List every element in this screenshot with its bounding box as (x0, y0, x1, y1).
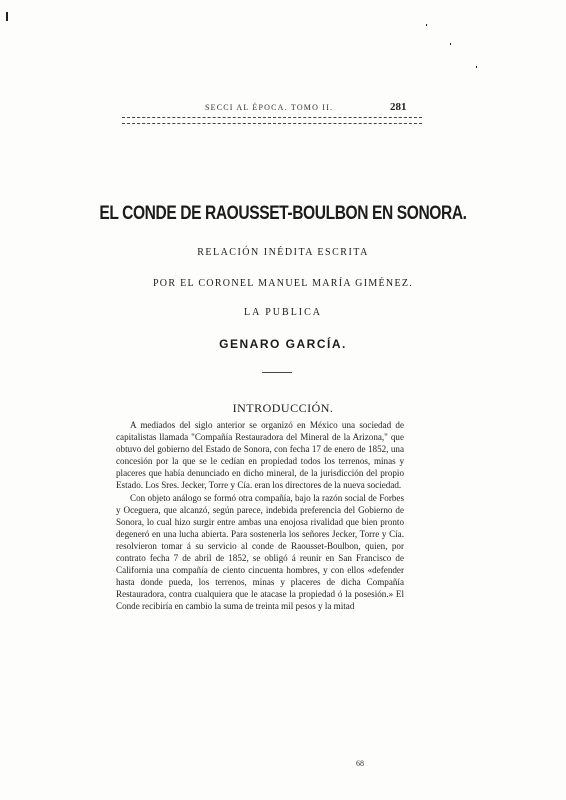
scan-mark (6, 12, 8, 21)
scan-speck (476, 66, 477, 68)
subtitle-relacion: RELACIÓN INÉDITA ESCRITA (197, 247, 369, 258)
section-heading: INTRODUCCIÓN. (232, 401, 334, 415)
scan-speck (450, 43, 451, 45)
header-rule-bottom (122, 123, 422, 124)
running-header: SECCI AL ÉPOCA. TOMO II. (205, 103, 334, 112)
paragraph: Con objeto análogo se formó otra compañía, bajo la razón social de Forbes y Oceguera, que alcanzó, según parece, indebida preferencia del Gobierno de Sonora, lo cual hizo surgir entre ambas una enojosa rivalidad que bien pronto degeneró en una lucha abierta. Para sostenerla los señores Jecker, Torre y Cía. resolvieron tomar á su servicio al conde de Raousset-Boulbon, quien, por contrato fecha 7 de abril de 1852, se obligó á reunir en San Francisco de California una compañía de ciento cincuenta hombres, y con ellos «defender hasta donde pueda, los terrenos, minas y placeres de dicha Compañía Restauradora, contra cualquiera que le atacase la propiedad ó la posesión.» El Conde recibiría en cambio la suma de treinta mil pesos y la mitad (116, 492, 404, 612)
short-divider (262, 372, 292, 373)
scan-speck (426, 24, 427, 26)
subtitle-publica: LA PUBLICA (243, 307, 323, 318)
header-rule-top (122, 117, 422, 118)
article-title: EL CONDE DE RAOUSSET-BOULBON EN SONORA. (99, 203, 467, 224)
paragraph: A mediados del siglo anterior se organizó en México una sociedad de capitalistas llamada "Compañía Restauradora del Mineral de la Arizona," que obtuvo del gobierno del Estado de Sonora, con fecha 17 de enero de 1852, una concesión por la que se le cedían en propiedad todos los terrenos, minas y placeres que había denunciado en dicho mineral, de la jurisdicción del propio Estado. Los Sres. Jecker, Torre y Cía. eran los directores de la nueva sociedad. (116, 420, 404, 491)
editor-name: GENARO GARCÍA. (219, 337, 347, 351)
subtitle-author: POR EL CORONEL MANUEL MARÍA GIMÉNEZ. (152, 278, 414, 289)
signature-mark: 68 (356, 759, 364, 768)
article-body (116, 419, 404, 613)
page-number: 281 (390, 101, 407, 113)
